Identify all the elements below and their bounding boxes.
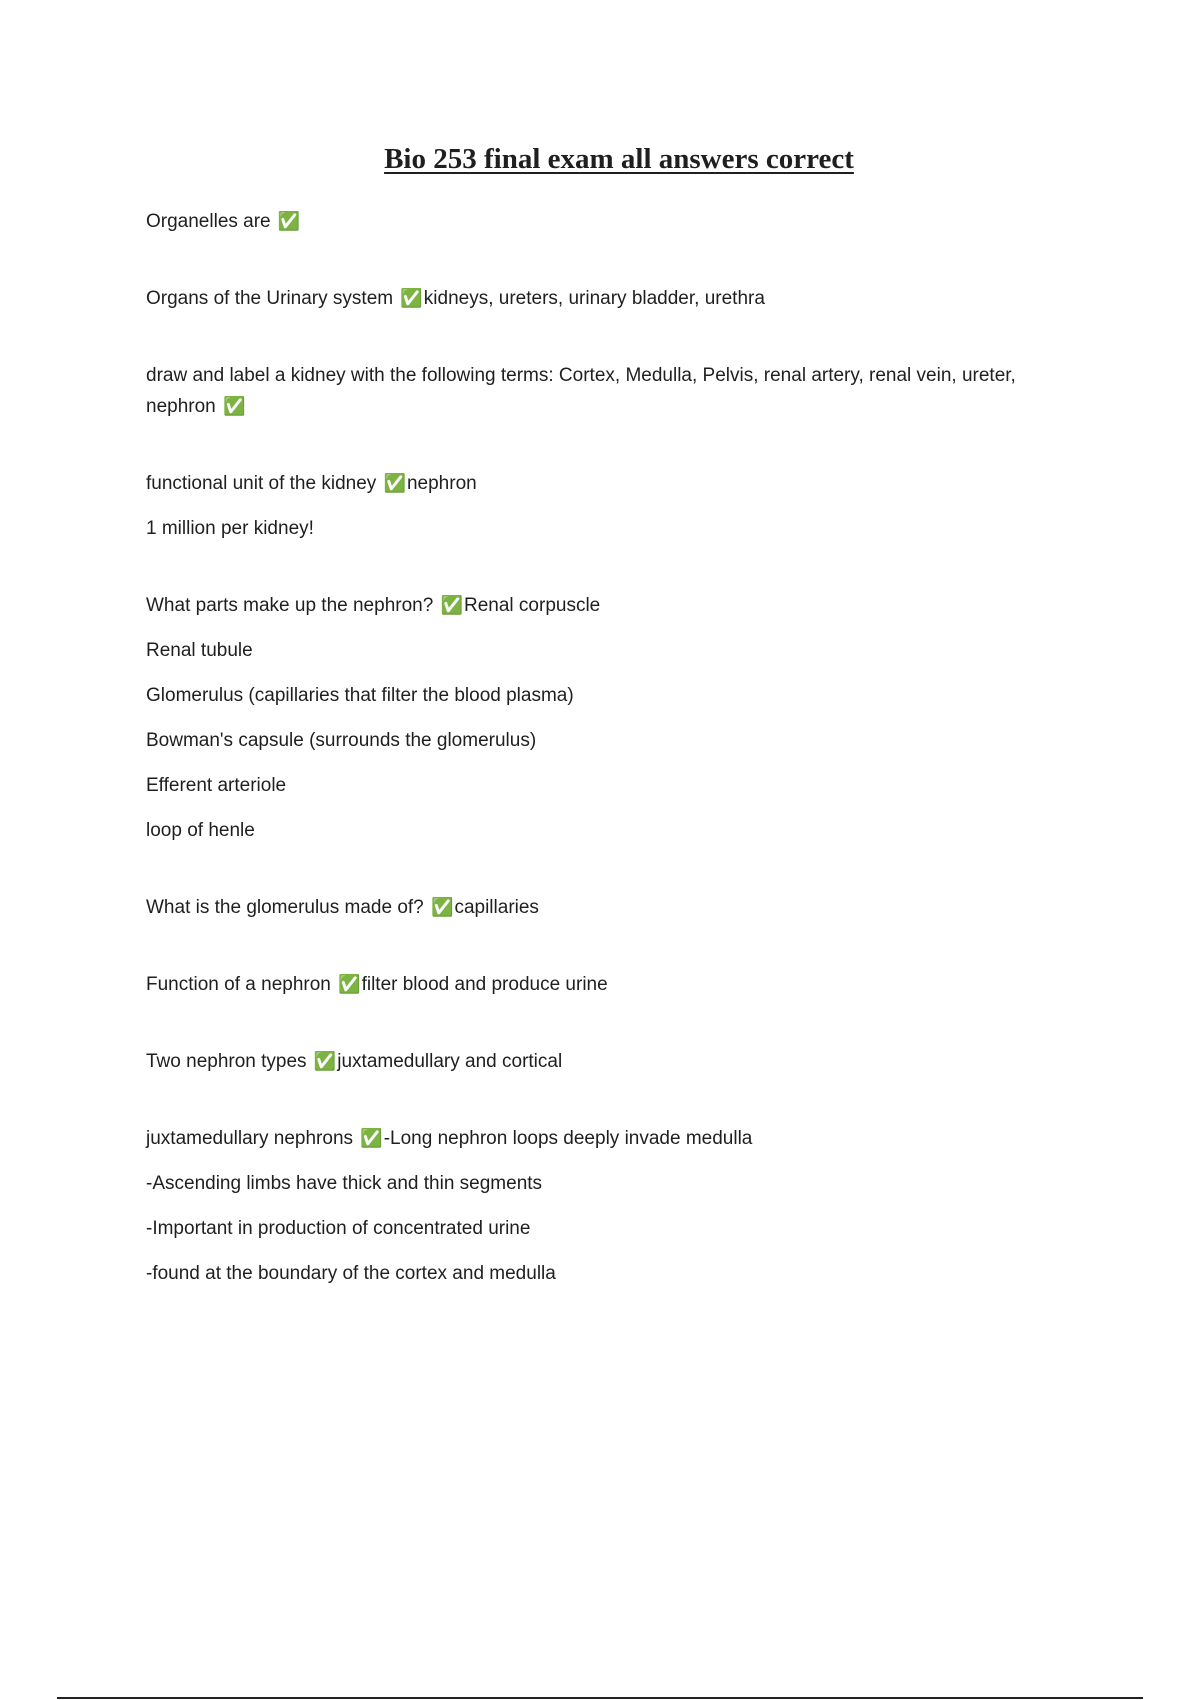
question-text: Two nephron types xyxy=(146,1051,307,1072)
qa-item xyxy=(146,969,1046,1000)
question-text: draw and label a kidney with the following terms: Cortex, Medulla, Pelvis, renal artery, renal vein, ureter, nephron xyxy=(146,365,1016,417)
answer-text: -Long nephron loops deeply invade medulla xyxy=(383,1128,753,1149)
answer-extra-line: Bowman's capsule (surrounds the glomerulus) xyxy=(146,730,537,751)
answer-extra-line: -Ascending limbs have thick and thin segments xyxy=(146,1173,543,1194)
question-text: functional unit of the kidney xyxy=(146,473,377,494)
answer-extra-line: loop of henle xyxy=(146,820,255,841)
qa-item xyxy=(146,283,1046,314)
question-text: What is the glomerulus made of? xyxy=(146,897,424,918)
answer-text: juxtamedullary and cortical xyxy=(337,1051,563,1072)
check-mark-icon: ✅ xyxy=(383,473,406,494)
qa-question-line xyxy=(146,283,1046,314)
check-mark-icon: ✅ xyxy=(431,897,454,918)
answer-extra-line: -found at the boundary of the cortex and medulla xyxy=(146,1263,556,1284)
qa-item xyxy=(146,1046,1046,1077)
qa-item xyxy=(146,1123,1046,1289)
answer-text: filter blood and produce urine xyxy=(361,974,608,995)
qa-question-line xyxy=(146,590,1046,621)
qa-question-line xyxy=(146,969,1046,1000)
question-text: Organs of the Urinary system xyxy=(146,288,394,309)
qa-question-line xyxy=(146,1046,1046,1077)
check-mark-icon: ✅ xyxy=(223,396,246,417)
question-text: Function of a nephron xyxy=(146,974,331,995)
qa-item xyxy=(146,590,1046,846)
answer-extra-line: Glomerulus (capillaries that filter the blood plasma) xyxy=(146,685,574,706)
page-title-text: Bio 253 final exam all answers correct xyxy=(384,143,854,175)
qa-item xyxy=(146,892,1046,923)
qa-question-line xyxy=(146,468,1046,499)
answer-text: nephron xyxy=(406,473,477,494)
qa-item xyxy=(146,468,1046,544)
answer-extra-line: Efferent arteriole xyxy=(146,775,287,796)
check-mark-icon: ✅ xyxy=(338,974,361,995)
qa-item xyxy=(146,360,1046,422)
answer-text: Renal corpuscle xyxy=(464,595,601,616)
check-mark-icon: ✅ xyxy=(313,1051,337,1072)
answer-extra-line: 1 million per kidney! xyxy=(146,518,314,539)
qa-question-line xyxy=(146,360,1046,422)
footer-divider xyxy=(57,1697,1143,1699)
qa-list xyxy=(146,206,1046,1335)
answer-extra-line: -Important in production of concentrated urine xyxy=(146,1218,531,1239)
answer-text: capillaries xyxy=(454,897,539,918)
question-text: juxtamedullary nephrons xyxy=(146,1128,354,1149)
qa-question-line xyxy=(146,1123,1046,1154)
page-title xyxy=(0,141,1200,177)
check-mark-icon: ✅ xyxy=(360,1128,383,1149)
check-mark-icon: ✅ xyxy=(440,595,463,616)
qa-question-line xyxy=(146,892,1046,923)
qa-question-line xyxy=(146,206,1046,237)
check-mark-icon: ✅ xyxy=(277,211,301,232)
answer-extra-line: Renal tubule xyxy=(146,640,253,661)
answer-text: kidneys, ureters, urinary bladder, urethra xyxy=(423,288,765,309)
question-text: What parts make up the nephron? xyxy=(146,595,434,616)
qa-item xyxy=(146,206,1046,237)
check-mark-icon: ✅ xyxy=(400,288,423,309)
question-text: Organelles are xyxy=(146,211,271,232)
